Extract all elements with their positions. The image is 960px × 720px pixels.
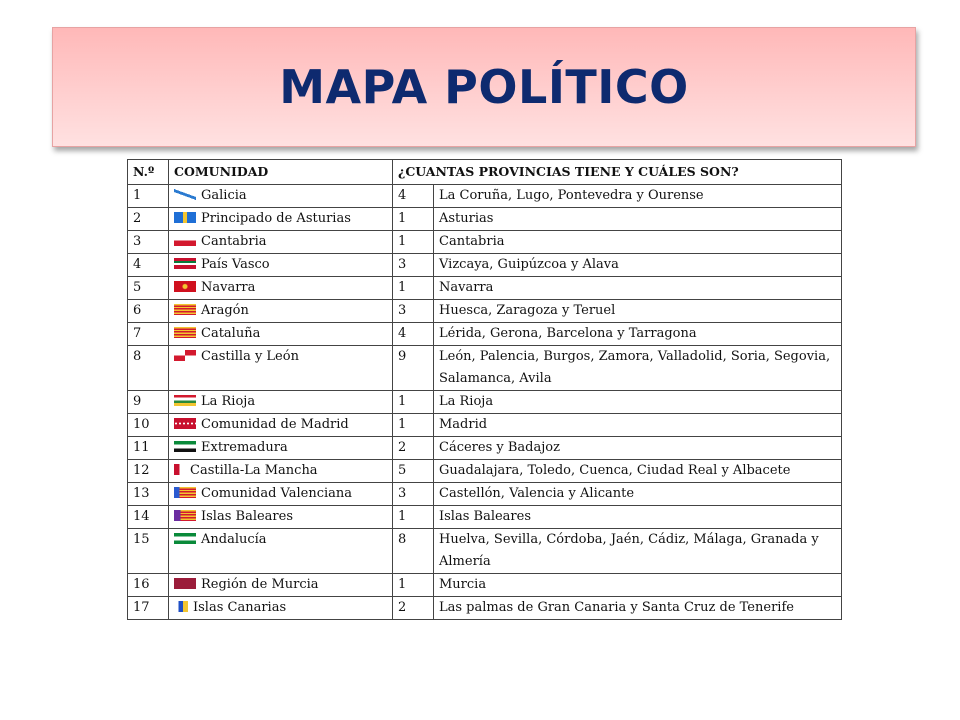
province-list: Navarra (434, 277, 842, 300)
row-number: 13 (128, 483, 169, 506)
asturias-flag-icon (174, 212, 196, 223)
comunidad-name: Andalucía (201, 532, 267, 547)
comunidad-cell (169, 437, 393, 460)
row-number: 14 (128, 506, 169, 529)
province-count: 3 (393, 254, 434, 277)
province-list: Asturias (434, 208, 842, 231)
province-list: Vizcaya, Guipúzcoa y Alava (434, 254, 842, 277)
province-list: Guadalajara, Toledo, Cuenca, Ciudad Real y Albacete (434, 460, 842, 483)
comunidad-cell (169, 483, 393, 506)
la-rioja-flag-icon (174, 395, 196, 406)
header-comunidad: COMUNIDAD (169, 160, 393, 185)
pais-vasco-flag-icon (174, 258, 196, 269)
comunidad-cell (169, 391, 393, 414)
galicia-flag-icon (174, 189, 196, 200)
province-count: 1 (393, 277, 434, 300)
comunidad-name: Castilla-La Mancha (190, 463, 318, 478)
province-list: León, Palencia, Burgos, Zamora, Valladolid, Soria, Segovia, Salamanca, Avila (434, 346, 842, 391)
comunidad-name: Extremadura (201, 440, 288, 455)
comunidad-name: Aragón (201, 303, 249, 318)
comunidad-cell (169, 597, 393, 620)
province-list: Las palmas de Gran Canaria y Santa Cruz de Tenerife (434, 597, 842, 620)
castilla-leon-flag-icon (174, 350, 196, 361)
row-number: 15 (128, 529, 169, 574)
province-count: 1 (393, 506, 434, 529)
table-row (128, 506, 842, 529)
province-count: 4 (393, 185, 434, 208)
comunidad-cell (169, 300, 393, 323)
table-row (128, 460, 842, 483)
table-header-row (128, 160, 842, 185)
header-number: N.º (128, 160, 169, 185)
row-number: 16 (128, 574, 169, 597)
table-row (128, 414, 842, 437)
table-row (128, 529, 842, 574)
comunidad-name: País Vasco (201, 257, 270, 272)
province-count: 8 (393, 529, 434, 574)
province-list: Madrid (434, 414, 842, 437)
row-number: 11 (128, 437, 169, 460)
province-count: 1 (393, 414, 434, 437)
comunidad-name: Islas Baleares (201, 509, 294, 524)
table-row (128, 185, 842, 208)
navarra-flag-icon (174, 281, 196, 292)
extremadura-flag-icon (174, 441, 196, 452)
province-count: 2 (393, 437, 434, 460)
comunidad-cell (169, 529, 393, 574)
province-list: Huelva, Sevilla, Córdoba, Jaén, Cádiz, Málaga, Granada y Almería (434, 529, 842, 574)
comunidad-name: Principado de Asturias (201, 211, 351, 226)
province-count: 3 (393, 300, 434, 323)
murcia-flag-icon (174, 578, 196, 589)
table-row (128, 300, 842, 323)
table-row (128, 346, 842, 391)
row-number: 3 (128, 231, 169, 254)
province-list: Islas Baleares (434, 506, 842, 529)
province-count: 5 (393, 460, 434, 483)
page-title: MAPA POLÍTICO (279, 60, 689, 114)
comunidad-cell (169, 346, 393, 391)
row-number: 5 (128, 277, 169, 300)
comunidad-name: Navarra (201, 280, 256, 295)
comunidad-cell (169, 231, 393, 254)
cataluna-flag-icon (174, 327, 196, 338)
province-count: 1 (393, 208, 434, 231)
row-number: 9 (128, 391, 169, 414)
castilla-la-mancha-flag-icon (174, 464, 185, 475)
row-number: 8 (128, 346, 169, 391)
cantabria-flag-icon (174, 235, 196, 246)
canarias-flag-icon (174, 601, 188, 612)
province-list: Lérida, Gerona, Barcelona y Tarragona (434, 323, 842, 346)
province-count: 3 (393, 483, 434, 506)
row-number: 17 (128, 597, 169, 620)
baleares-flag-icon (174, 510, 196, 521)
row-number: 2 (128, 208, 169, 231)
province-count: 4 (393, 323, 434, 346)
aragon-flag-icon (174, 304, 196, 315)
provinces-table (127, 159, 842, 620)
row-number: 6 (128, 300, 169, 323)
province-list: La Coruña, Lugo, Pontevedra y Ourense (434, 185, 842, 208)
comunidad-name: Comunidad de Madrid (201, 417, 349, 432)
comunidad-cell (169, 414, 393, 437)
row-number: 1 (128, 185, 169, 208)
comunidad-cell (169, 277, 393, 300)
table-row (128, 254, 842, 277)
province-list: La Rioja (434, 391, 842, 414)
table-row (128, 483, 842, 506)
table-row (128, 277, 842, 300)
comunidad-name: Galicia (201, 188, 247, 203)
comunidad-cell (169, 506, 393, 529)
province-count: 2 (393, 597, 434, 620)
comunidad-name: Castilla y León (201, 349, 299, 364)
title-banner (52, 27, 916, 147)
province-count: 9 (393, 346, 434, 391)
table-row (128, 231, 842, 254)
province-list: Huesca, Zaragoza y Teruel (434, 300, 842, 323)
comunidad-cell (169, 460, 393, 483)
valencia-flag-icon (174, 487, 196, 498)
table-row (128, 323, 842, 346)
andalucia-flag-icon (174, 533, 196, 544)
province-list: Castellón, Valencia y Alicante (434, 483, 842, 506)
province-list: Cantabria (434, 231, 842, 254)
comunidad-cell (169, 323, 393, 346)
comunidad-name: Comunidad Valenciana (201, 486, 353, 501)
province-count: 1 (393, 231, 434, 254)
comunidad-cell (169, 254, 393, 277)
province-count: 1 (393, 574, 434, 597)
comunidad-name: Región de Murcia (201, 577, 319, 592)
comunidad-cell (169, 185, 393, 208)
header-provincias: ¿CUANTAS PROVINCIAS TIENE Y CUÁLES SON? (393, 160, 842, 185)
comunidad-cell (169, 574, 393, 597)
table-row (128, 574, 842, 597)
comunidad-name: La Rioja (201, 394, 256, 409)
row-number: 10 (128, 414, 169, 437)
comunidad-cell (169, 208, 393, 231)
table-row (128, 437, 842, 460)
table-row (128, 208, 842, 231)
table-row (128, 597, 842, 620)
comunidad-name: Islas Canarias (193, 600, 287, 615)
row-number: 4 (128, 254, 169, 277)
table-row (128, 391, 842, 414)
row-number: 12 (128, 460, 169, 483)
comunidad-name: Cantabria (201, 234, 267, 249)
province-count: 1 (393, 391, 434, 414)
row-number: 7 (128, 323, 169, 346)
province-list: Murcia (434, 574, 842, 597)
province-list: Cáceres y Badajoz (434, 437, 842, 460)
comunidad-name: Cataluña (201, 326, 261, 341)
madrid-flag-icon (174, 418, 196, 429)
